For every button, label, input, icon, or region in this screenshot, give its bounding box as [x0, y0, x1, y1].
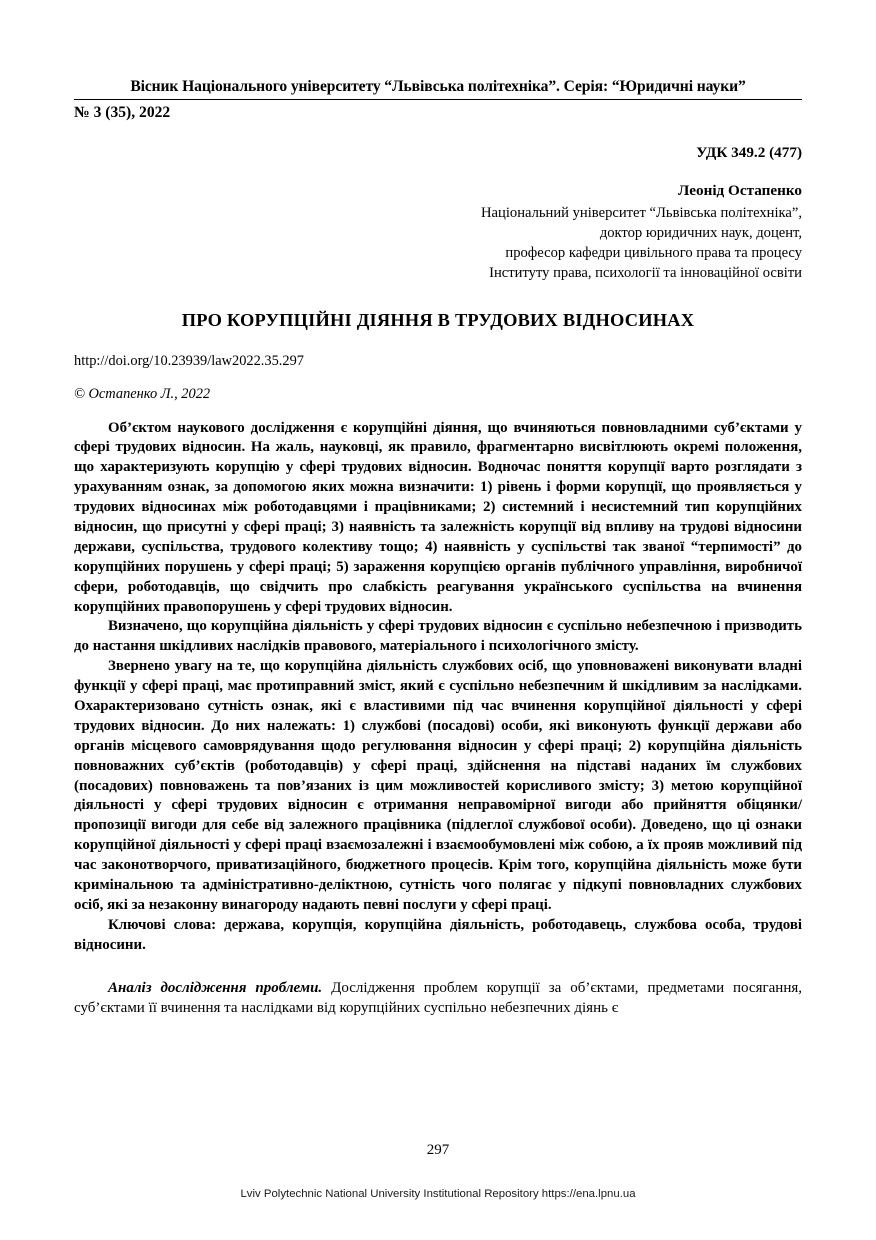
page-number: 297: [426, 1142, 450, 1158]
abstract-paragraph: Звернено увагу на те, що корупційна діяльність службових осіб, що уповноважені виконувати владні функції у сфері праці, має протиправний зміст, який є суспільно небезпечним й шкідливим за наслідками. Охарактеризовано сутність ознак, які є властивими під час вчинення корупційної діяльності у сфері трудових відносин. До них належать: 1) службові (посадові) особи, які виконують функції держави або органів місцевого самоврядування щодо регулювання відносин у сфері праці; 2) корупційна діяльність повноважних суб’єктів (роботодавців) у сфері праці, здійснення на підставі наданих їм службових (посадових) повноважень та пов’язаних із цим можливостей корисливого змісту; 3) метою корупційної діяльності у сфері трудових відносин є отримання неправомірної вигоди або прийняття обіцянки/пропозиції вигоди для себе від залежного працівника (підлеглої службової особи). Доведено, що ці ознаки корупційної діяльності у сфері праці взаємозалежні і взаємообумовлені між собою, а їх прояв можливий під час законотворчого, приватизаційного, бюджетного процесів. Крім того, корупційна діяльність може бути кримінальною та адміністративно-деліктною, сутність чого полягає у підкупі повновладних службових осіб, які за незаконну винагороду надають певні послуги у сфері праці.: [74, 658, 802, 913]
body-text: [74, 978, 802, 1018]
udc-code: УДК 349.2 (477): [696, 144, 802, 161]
running-head: [74, 0, 802, 122]
abstract-paragraph: Об’єктом наукового дослідження є корупційні діяння, що вчиняються повновладними суб’єктами у сфері трудових відносин. На жаль, науковці, як правило, фрагментарно висвітлюють окремі положення, що характеризують корупцію у сфері трудових відносин. Водночас поняття корупції варто розглядати з урахуванням ознак, за допомогою яких можна визначити: 1) рівень і форми корупції, що проявляється у трудових відносинах між роботодавцями і працівниками; 2) системний і несистемний тип корупційних відносин, що присутні у сфері праці; 3) наявність та залежність корупції від впливу на трудові відносини держави, суспільства, трудового колективу тощо; 4) наявність у суспільстві так званої “терпимості” до корупційних порушень у сфері праці; 5) зараження корупцією органів публічного управління, виробничої сфери, роботодавців, що свідчить про слабкість реагування українського суспільства на вчинення корупційних правопорушень у сфері трудових відносин.: [74, 419, 802, 615]
section-lead-label: Аналіз дослідження проблеми.: [108, 979, 323, 996]
section-lead-text: Дослідження проблем корупції за об’єктами, предметами посягання, суб’єктами її вчинення та наслідками від корупційних суспільно небезпечних діянь є: [74, 979, 802, 1016]
keywords: Ключові слова: держава, корупція, корупційна діяльність, роботодавець, службова особа, трудові відносини.: [74, 916, 802, 953]
article-title: ПРО КОРУПЦІЙНІ ДІЯННЯ В ТРУДОВИХ ВІДНОСИНАХ: [181, 309, 695, 330]
author-affiliation: [74, 203, 802, 284]
repository-footer: Lviv Polytechnic National University Institutional Repository https://ena.lpnu.ua: [240, 1188, 636, 1200]
header-divider: [74, 99, 802, 100]
abstract-paragraph: Визначено, що корупційна діяльність у сфері трудових відносин є суспільно небезпечною і призводить до настання шкідливих наслідків правового, матеріального і психологічного змісту.: [74, 618, 802, 655]
journal-title: Вісник Національного університету “Львівська політехніка”. Серія: “Юридичні науки”: [130, 78, 746, 95]
abstract: [74, 419, 802, 956]
affiliation-line: Інституту права, психології та інноваційної освіти: [489, 265, 802, 282]
affiliation-line: Національний університет “Львівська політехніка”,: [481, 205, 802, 221]
affiliation-line: професор кафедри цивільного права та процесу: [505, 245, 802, 262]
author-name: Леонід Остапенко: [678, 182, 802, 199]
doi-link[interactable]: http://doi.org/10.23939/law2022.35.297: [74, 352, 304, 369]
affiliation-line: доктор юридичних наук, доцент,: [599, 225, 802, 242]
issue-number: № 3 (35), 2022: [74, 104, 171, 121]
copyright-notice: © Остапенко Л., 2022: [74, 385, 211, 402]
body-paragraph: [74, 978, 802, 1018]
